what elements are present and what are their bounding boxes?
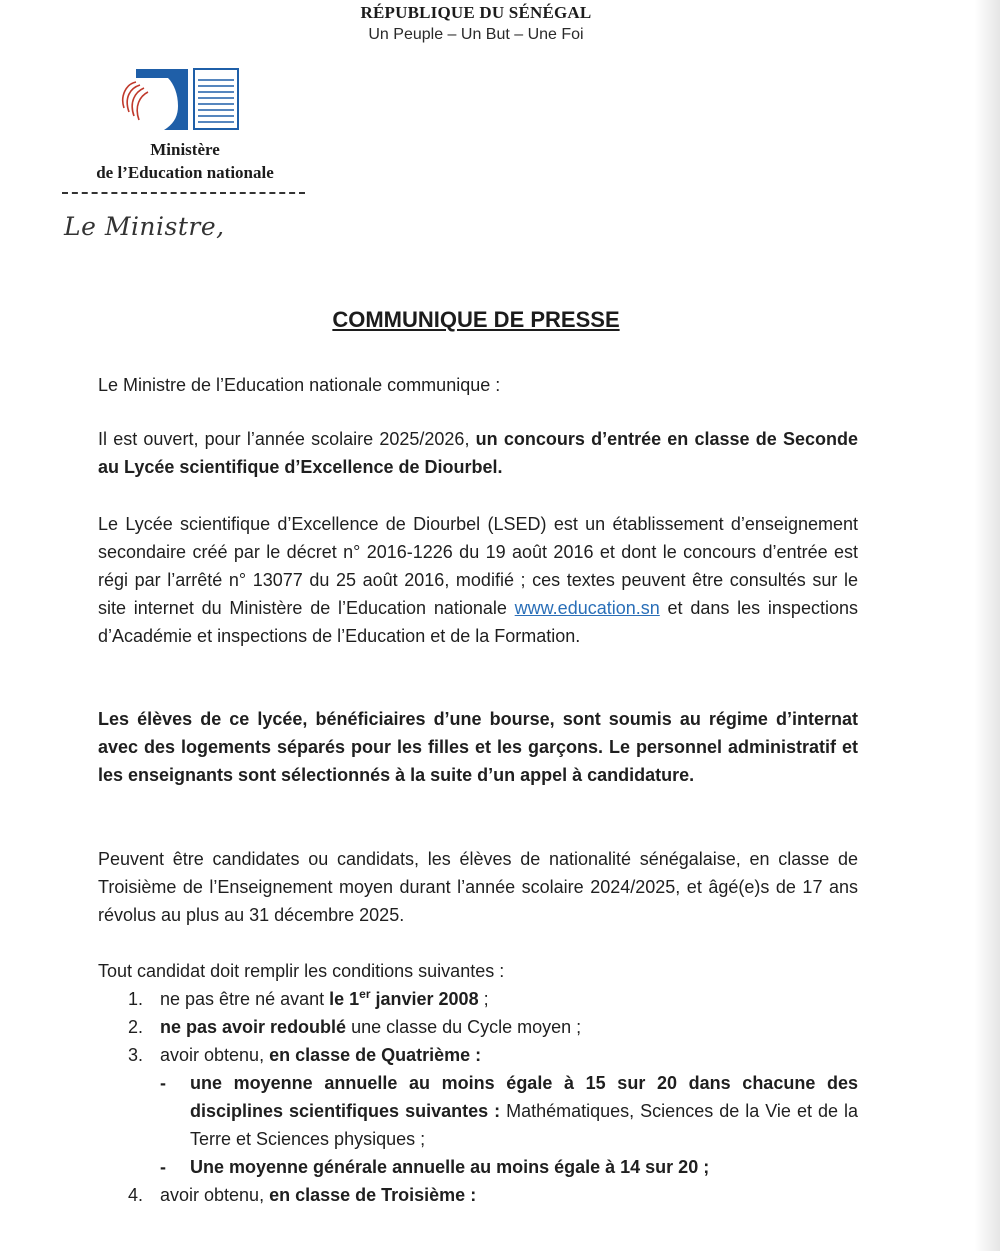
announcement-paragraph: [98, 425, 858, 481]
list-item: [128, 985, 858, 1013]
list-item-number: 4.: [128, 1185, 144, 1205]
sub-item-text: une moyenne annuelle au moins égale à 15 sur 20 dans chacune des disciplines scientifiques suivantes : Mathématiques, Sciences de la Vie et de la Terre et Sciences physiques ;: [190, 1073, 858, 1149]
header-divider: [62, 192, 305, 194]
education-website-link[interactable]: www.education.sn: [514, 598, 660, 618]
page-title: COMMUNIQUE DE PRESSE: [332, 307, 620, 332]
conditions-intro: Tout candidat doit remplir les conditions suivantes :: [98, 961, 505, 981]
description-text-1: Le Lycée scientifique d’Excellence de Diourbel (LSED) est un établissement d’enseignement secondaire créé par le décret n° 2016-1226 du 19 août 2016 et dont le concours d’entrée est régi par l’arrêté n° 13077 du 25 août 2016, modifié ; ces textes peuvent être consultés sur le site internet du Ministère de l’Education nationale: [98, 514, 858, 618]
list-item-number: 3.: [128, 1045, 144, 1065]
national-motto: Un Peuple – Un But – Une Foi: [368, 26, 584, 43]
sub-list-item: [160, 1069, 858, 1153]
list-item: [128, 1041, 858, 1069]
list-item-number: 1.: [128, 989, 144, 1009]
intro-paragraph: Le Ministre de l’Education nationale communique :: [98, 375, 501, 395]
announcement-text: Il est ouvert, pour l’année scolaire 2025/2026,: [98, 429, 476, 449]
description-text-2: et dans les inspections d’Académie et inspections de l’Education et de la Formation.: [98, 598, 858, 646]
ministry-name: [60, 138, 310, 184]
ministry-line-2: de l’Education nationale: [96, 163, 274, 182]
boarding-paragraph: Les élèves de ce lycée, bénéficiaires d’une bourse, sont soumis au régime d’internat avec des logements séparés pour les filles et les garçons. Le personnel administratif et les enseignants sont sélectionnés à la suite d’un appel à candidature.: [98, 709, 858, 785]
description-paragraph: [98, 510, 858, 650]
list-item-text: ne pas être né avant le 1er janvier 2008 ;: [160, 987, 489, 1009]
sub-item-text: Une moyenne générale annuelle au moins égale à 14 sur 20 ;: [190, 1157, 710, 1177]
minister-signature: Le Ministre,: [64, 212, 225, 241]
list-item-text: ne pas avoir redoublé une classe du Cycle moyen ;: [160, 1017, 582, 1037]
list-item: [128, 1181, 858, 1209]
announcement-bold: un concours d’entrée en classe de Seconde au Lycée scientifique d’Excellence de Diourbel.: [98, 429, 858, 477]
list-item: [128, 1013, 858, 1041]
eligibility-paragraph: Peuvent être candidates ou candidats, les élèves de nationalité sénégalaise, en classe de Troisième de l’Enseignement moyen durant l’année scolaire 2024/2025, et âgé(e)s de 17 ans révolus au plus au 31 décembre 2025.: [98, 849, 858, 925]
list-item-number: 2.: [128, 1017, 144, 1037]
conditions-list: [128, 985, 858, 1209]
sub-list-item: [160, 1153, 858, 1181]
list-item-text: avoir obtenu, en classe de Troisième :: [160, 1185, 477, 1205]
ministry-line-1: Ministère: [150, 140, 220, 159]
republic-header: RÉPUBLIQUE DU SÉNÉGAL: [360, 3, 592, 22]
sub-item-dash: -: [160, 1157, 166, 1177]
ministry-logo-icon: [118, 68, 240, 130]
list-item-text: avoir obtenu, en classe de Quatrième :: [160, 1045, 482, 1065]
sub-item-dash: -: [160, 1073, 166, 1093]
page-edge-shadow: [974, 0, 1000, 1251]
